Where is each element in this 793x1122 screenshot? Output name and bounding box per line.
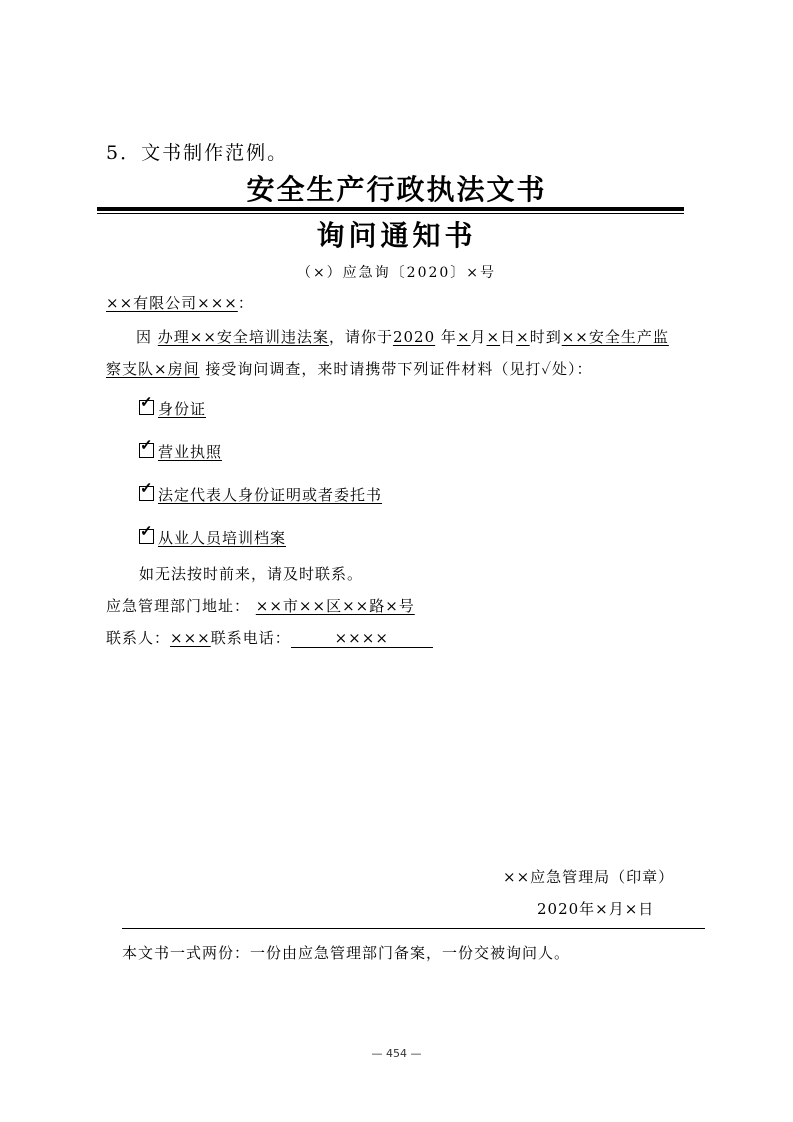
body-prefix: 因 <box>136 328 153 346</box>
document-subtitle: 询问通知书 <box>316 219 477 252</box>
checklist-item <box>139 436 223 462</box>
issuer-seal: ××应急管理局（印章） <box>503 868 675 886</box>
hour-label: 时到 <box>529 328 562 346</box>
checkbox-checked-icon[interactable]: ✓ <box>139 400 154 415</box>
case-reason: 办理××安全培训违法案 <box>157 328 329 346</box>
contact-label: 联系人： <box>106 629 171 647</box>
year-label: 年 <box>440 328 457 346</box>
document-number: （×）应急询〔2020〕×号 <box>296 265 497 281</box>
recipient-colon: ： <box>237 294 254 312</box>
body-paragraph-line-2 <box>106 358 593 379</box>
page-number: — 454 — <box>371 1047 422 1060</box>
month-label: 月 <box>470 328 487 346</box>
body-tail: 接受询问调查，来时请携带下列证件材料（见打✓处）： <box>205 360 593 378</box>
recipient-line <box>106 292 254 313</box>
checklist-label: 法定代表人身份证明或者委托书 <box>158 486 383 504</box>
checklist-item <box>139 522 287 548</box>
body-text: ，请你于 <box>328 328 393 346</box>
recipient-name: ××有限公司××× <box>106 294 238 312</box>
address-label: 应急管理部门地址： <box>106 597 251 615</box>
address-value: ××市××区××路×号 <box>255 597 415 615</box>
footer-rule <box>122 928 705 929</box>
section-heading: 5．文书制作范例。 <box>106 142 289 164</box>
appointment-day: × <box>486 328 501 346</box>
footer-note: 本文书一式两份：一份由应急管理部门备案，一份交被询问人。 <box>122 944 571 962</box>
checkbox-checked-icon[interactable]: ✓ <box>139 486 154 501</box>
phone-value: ×××× <box>291 629 433 648</box>
contact-value: ××× <box>170 629 211 647</box>
document-title: 安全生产行政执法文书 <box>246 173 547 206</box>
appointment-year: 2020 <box>392 328 436 346</box>
issue-date: 2020年×月×日 <box>537 900 655 918</box>
checklist-item <box>139 393 207 419</box>
appointment-hour: × <box>516 328 530 346</box>
checklist-label: 从业人员培训档案 <box>158 529 287 547</box>
checklist-label: 营业执照 <box>158 443 223 461</box>
appointment-month: × <box>456 328 471 346</box>
day-label: 日 <box>500 328 517 346</box>
phone-label: 联系电话： <box>210 629 291 647</box>
title-rule-thick <box>97 207 684 211</box>
body-paragraph-line-1 <box>136 326 669 347</box>
checklist-item <box>139 479 383 505</box>
contact-line <box>106 627 433 648</box>
checkbox-checked-icon[interactable]: ✓ <box>139 529 154 544</box>
address-line <box>106 595 415 616</box>
checkbox-checked-icon[interactable]: ✓ <box>139 443 154 458</box>
notice-text: 如无法按时前来，请及时联系。 <box>139 565 364 583</box>
appointment-place-cont: 察支队×房间 <box>106 360 200 378</box>
appointment-place: ××安全生产监 <box>561 328 669 346</box>
checklist-label: 身份证 <box>158 400 207 418</box>
